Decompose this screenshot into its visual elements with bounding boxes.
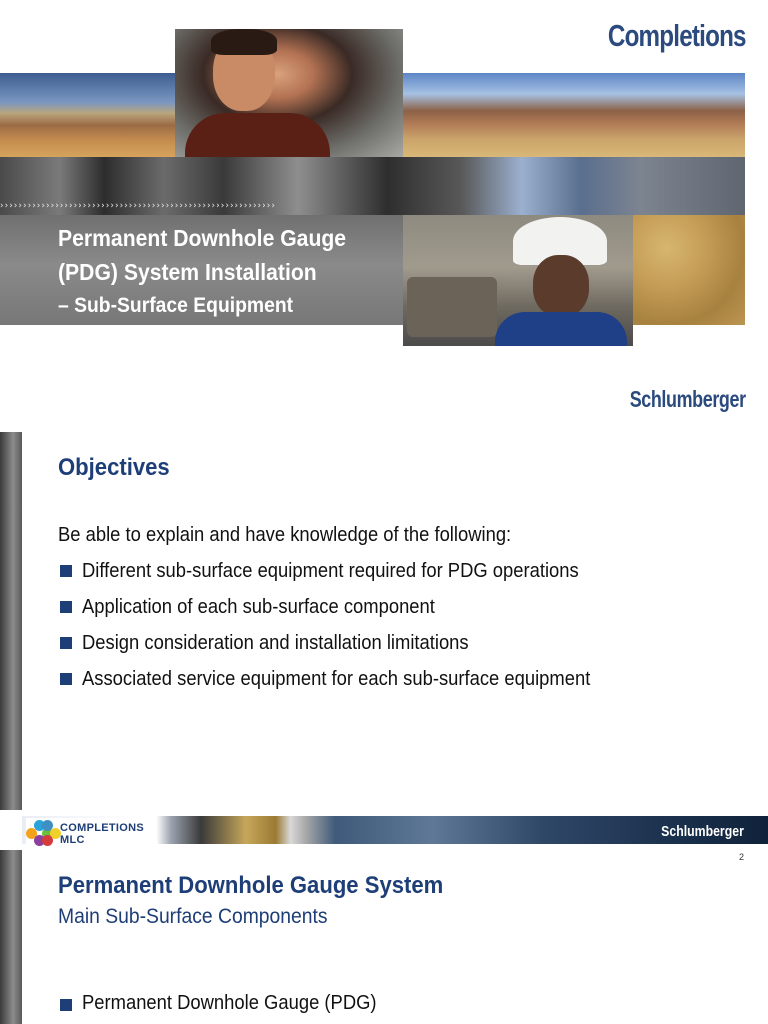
completions-wordmark: Completions	[608, 18, 746, 53]
mlc-label-line: MLC	[60, 834, 85, 846]
bullet-square-icon	[60, 637, 72, 649]
list-item: Permanent Downhole Gauge (PDG)	[58, 992, 402, 1015]
slide-side-bar	[0, 432, 22, 1024]
desert-landscape-image	[0, 73, 175, 157]
slide-footer-banner	[0, 810, 768, 850]
bullet-square-icon	[60, 601, 72, 613]
field-worker-image	[403, 215, 633, 346]
sand-texture-image	[633, 215, 745, 325]
slide-title-line: (PDG) System Installation	[58, 259, 317, 285]
list-item: Associated service equipment for each sub-surface equipment	[58, 666, 635, 702]
page-number: 2	[738, 852, 744, 862]
bullet-square-icon	[60, 999, 72, 1011]
objectives-list	[58, 558, 635, 702]
mlc-label-line: COMPLETIONS	[60, 822, 144, 834]
hexagon-cluster-icon	[26, 820, 60, 846]
slide-subtitle: – Sub-Surface Equipment	[58, 294, 294, 317]
list-item: Different sub-surface equipment required for PDG operations	[58, 558, 635, 594]
components-list	[58, 992, 402, 1015]
slide-heading: Permanent Downhole Gauge System	[58, 872, 444, 899]
slide-subheading: Main Sub-Surface Components	[58, 905, 328, 928]
slide-heading: Objectives	[58, 454, 170, 481]
slide-title-line: Permanent Downhole Gauge	[58, 225, 347, 251]
schlumberger-footer-logo: Schlumberger	[661, 823, 744, 840]
chevron-strip: ››››››››››››››››››››››››››››››››››››››››››››››››››››››››››››	[0, 201, 276, 211]
mesa-landscape-image	[403, 73, 745, 157]
completions-mlc-logo	[26, 818, 144, 848]
objectives-slide	[0, 432, 768, 1024]
downhole-equipment-strip-image	[0, 157, 745, 215]
bullet-square-icon	[60, 565, 72, 577]
slide-title	[58, 221, 371, 323]
list-item: Application of each sub-surface component	[58, 594, 635, 630]
bullet-square-icon	[60, 673, 72, 685]
title-slide	[0, 0, 768, 430]
intro-text: Be able to explain and have knowledge of the following:	[58, 524, 512, 546]
list-item: Design consideration and installation limitations	[58, 630, 635, 666]
engineer-portrait-image	[175, 29, 403, 158]
schlumberger-logo: Schlumberger	[630, 386, 746, 412]
